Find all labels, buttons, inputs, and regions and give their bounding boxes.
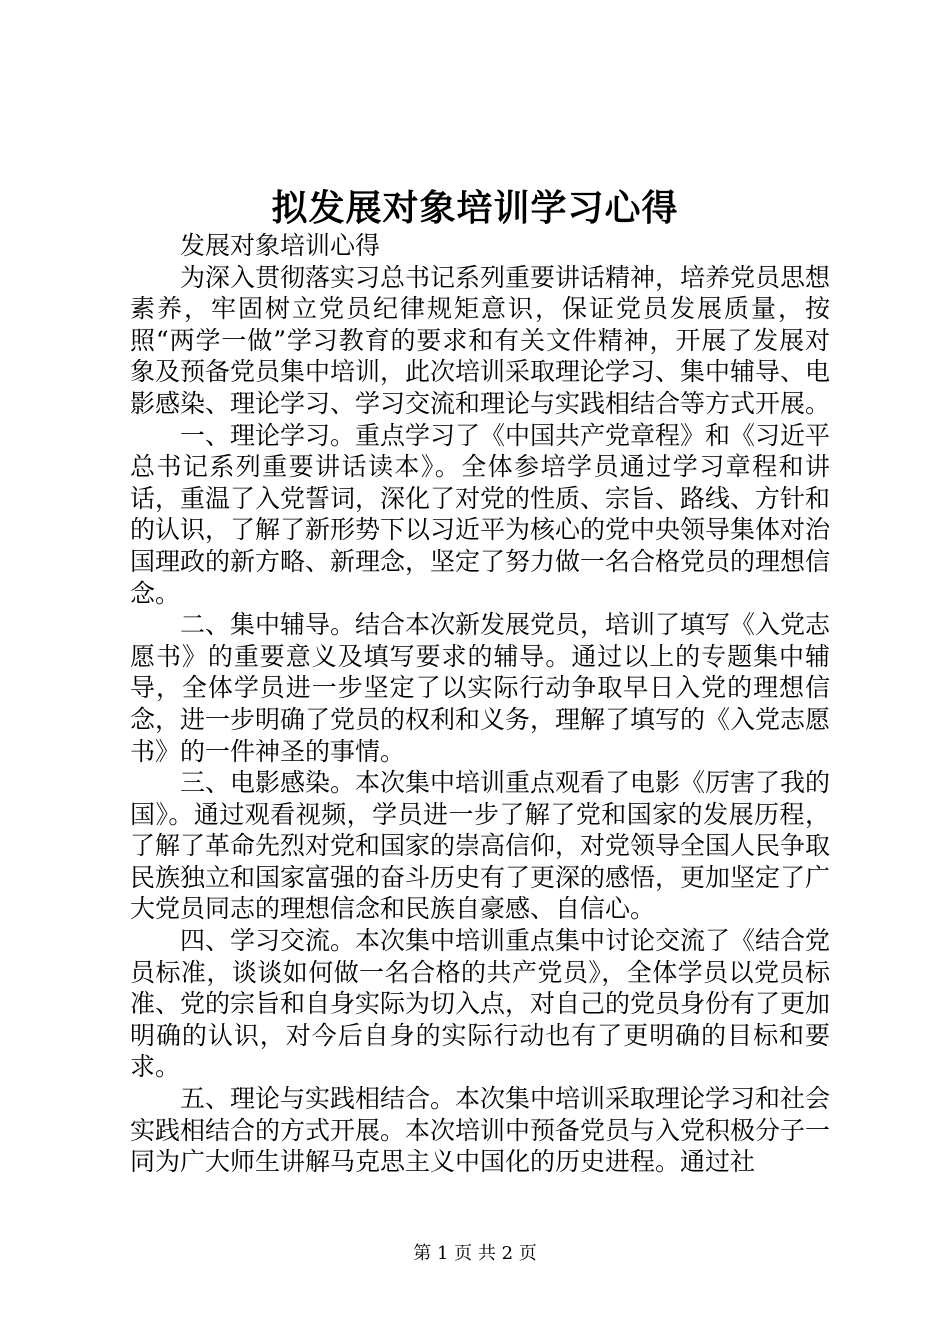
paragraph-section-5: 五、理论与实践相结合。本次集中培训采取理论学习和社会实践相结合的方式开展。本次培训中预备党员与入党积极分子一同为广大师生讲解马克思主义中国化的历史进程。通过社: [130, 1084, 831, 1177]
page-number-footer: 第 1 页 共 2 页: [413, 1243, 537, 1264]
paragraph-section-3: 三、电影感染。本次集中培训重点观看了电影《厉害了我的国》。通过观看视频，学员进一步了解了党和国家的发展历程，了解了革命先烈对党和国家的崇高信仰，对党领导全国人民争取民族独立和国家富强的奋斗历史有了更深的感悟，更加坚定了广大党员同志的理想信念和民族自豪感、自信心。: [130, 768, 831, 924]
paragraph-section-1: 一、理论学习。重点学习了《中国共产党章程》和《习近平总书记系列重要讲话读本》。全体参培学员通过学习章程和讲话，重温了入党誓词，深化了对党的性质、宗旨、路线、方针和的认识，了解了新形势下以习近平为核心的党中央领导集体对治国理政的新方略、新理念，坚定了努力做一名合格党员的理想信念。: [130, 420, 831, 608]
paragraph-section-2: 二、集中辅导。结合本次新发展党员，培训了填写《入党志愿书》的重要意义及填写要求的辅导。通过以上的专题集中辅导，全体学员进一步坚定了以实际行动争取早日入党的理想信念，进一步明确了党员的权利和义务，理解了填写的《入党志愿书》的一件神圣的事情。: [130, 610, 831, 766]
document-body: [130, 230, 830, 1178]
document-subtitle: 发展对象培训心得: [180, 231, 381, 260]
document-title: 拟发展对象培训学习心得: [271, 187, 679, 229]
paragraph-intro: 为深入贯彻落实习总书记系列重要讲话精神，培养党员思想素养，牢固树立党员纪律规矩意识，保证党员发展质量，按照“两学一做”学习教育的要求和有关文件精神，开展了发展对象及预备党员集中培训，此次培训采取理论学习、集中辅导、电影感染、理论学习、学习交流和理论与实践相结合等方式开展。: [130, 262, 831, 418]
paragraph-section-4: 四、学习交流。本次集中培训重点集中讨论交流了《结合党员标准，谈谈如何做一名合格的共产党员》，全体学员以党员标准、党的宗旨和自身实际为切入点，对自己的党员身份有了更加明确的认识，对今后自身的实际行动也有了更明确的目标和要求。: [130, 926, 831, 1082]
